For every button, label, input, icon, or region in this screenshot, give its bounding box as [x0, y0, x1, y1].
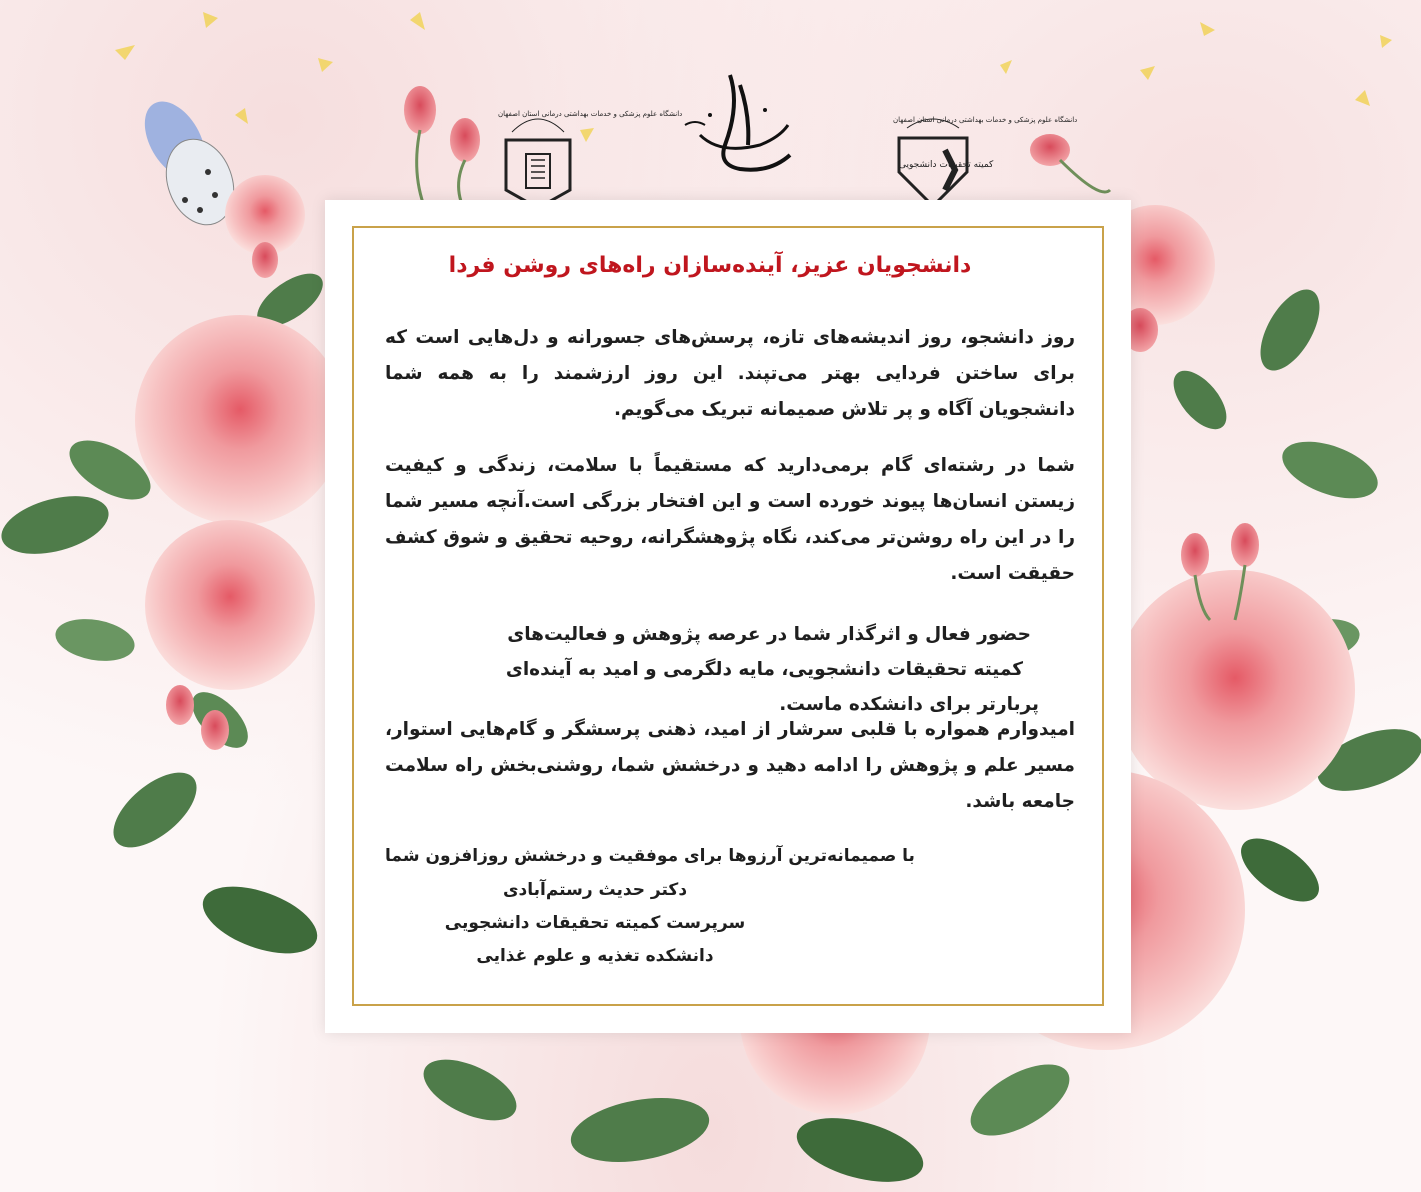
calligraphy-icon — [670, 65, 800, 185]
paragraph-line-1: حضور فعال و اثرگذار شما در عرصه پژوهش و فعالیت‌های — [507, 624, 1031, 645]
paragraph-1: روز دانشجو، روز اندیشه‌های تازه، پرسش‌های جسورانه و دل‌هایی است که برای ساختن فردایی بهتر می‌تپند. این روز ارزشمند را به همه شما دانشجویان آگاه و پر تلاش صمیمانه تبریک می‌گویم. — [385, 327, 1075, 420]
university-shield-icon — [498, 102, 578, 212]
signature-role: سرپرست کمیته تحقیقات دانشجویی — [444, 913, 746, 933]
paragraph-line-3: پربارتر برای دانشکده ماست. — [779, 694, 1039, 715]
left-logo-caption: دانشگاه علوم پزشکی و خدمات بهداشتی درمانی استان اصفهان — [498, 110, 683, 118]
signature-closing: با صمیمانه‌ترین آرزوها برای موفقیت و درخشش روزافزون شما — [385, 846, 915, 866]
paragraph-line-2: کمیته تحقیقات دانشجویی، مایه دلگرمی و امید به آینده‌ای — [505, 659, 1023, 680]
letter-title: دانشجویان عزیز، آینده‌سازان راه‌های روشن فردا — [448, 253, 972, 278]
paragraph-2: شما در رشته‌ای گام برمی‌دارید که مستقیماً با سلامت، زندگی و کیفیت زیستن انسان‌ها پیوند خورده است و این افتخار بزرگی است.آنچه مسیر شما را در این راه روشن‌تر می‌کند، نگاه پژوهشگرانه، روحیه تحقیق و شوق کشف حقیقت است. — [385, 455, 1075, 584]
signature-name: دکتر حدیث رستم‌آبادی — [502, 880, 688, 900]
student-research-committee-logo — [893, 110, 1078, 210]
paragraph-3: امیدوارم همواره با قلبی سرشار از امید، ذهنی پرسشگر و گام‌هایی استوار، مسیر علم و پژوهش را ادامه دهید و درخشش شما، روشنی‌بخش راه سلامت جامعه باشد. — [385, 719, 1075, 812]
university-logo — [498, 102, 683, 212]
signature-faculty: دانشکده تغذیه و علوم غذایی — [476, 946, 714, 966]
right-logo-caption: کمیته تحقیقات دانشجویی — [899, 160, 994, 170]
leaves-bottom — [415, 1047, 1081, 1192]
letter-card — [325, 200, 1131, 1033]
basmala-calligraphy — [670, 65, 800, 185]
right-logo-top-caption: دانشگاه علوم پزشکی و خدمات بهداشتی درمانی استان اصفهان — [893, 116, 1078, 124]
